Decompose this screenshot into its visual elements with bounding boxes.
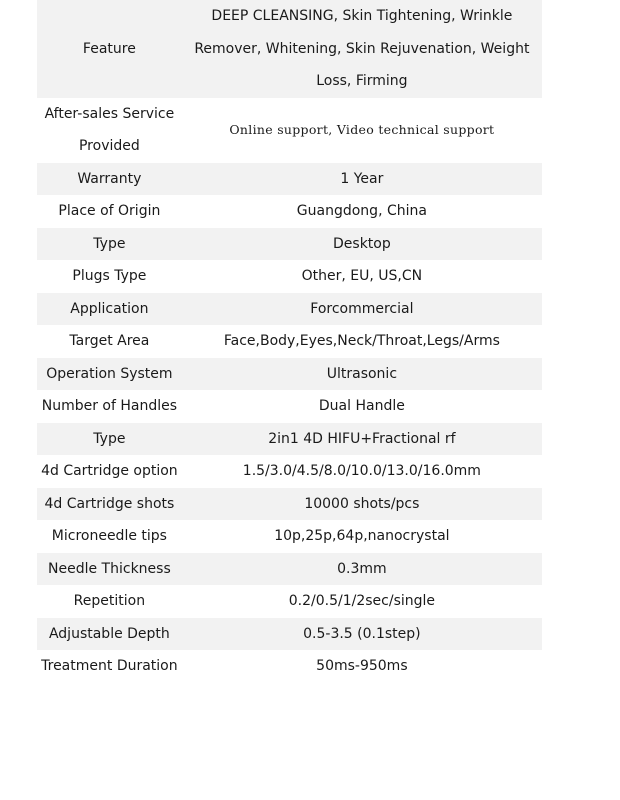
spec-row-handles	[37, 390, 542, 423]
spec-row-warranty	[37, 163, 542, 196]
spec-row-operation-system	[37, 358, 542, 391]
spec-value: 1.5/3.0/4.5/8.0/10.0/13.0/16.0mm	[242, 463, 481, 479]
spec-row-repetition	[37, 585, 542, 618]
spec-label: 4d Cartridge option	[41, 463, 178, 479]
spec-value: Guangdong, China	[296, 203, 427, 219]
spec-label: Place of Origin	[58, 203, 161, 219]
spec-row-cartridge-option	[37, 455, 542, 488]
spec-row-type	[37, 228, 542, 261]
spec-label: 4d Cartridge shots	[44, 495, 175, 512]
spec-label: Plugs Type	[72, 268, 147, 284]
spec-value: 1 Year	[340, 170, 384, 187]
spec-label: Repetition	[73, 593, 146, 609]
spec-label: Treatment Duration	[41, 658, 178, 674]
spec-label: Warranty	[77, 170, 142, 187]
spec-value: Other, EU, US,CN	[301, 268, 423, 284]
spec-label: Number of Handles	[41, 398, 178, 414]
spec-row-application	[37, 293, 542, 326]
spec-label: Type	[93, 430, 126, 447]
spec-row-target-area	[37, 325, 542, 358]
spec-label: Target Area	[69, 333, 150, 349]
spec-row-after-sales	[37, 98, 542, 163]
spec-value: DEEP CLEANSING, Skin Tightening, Wrinkle Remover, Whitening, Skin Rejuvenation, Weight Loss, Firming	[194, 8, 530, 89]
spec-value: 50ms-950ms	[316, 658, 408, 674]
spec-row-microneedle-tips	[37, 520, 542, 553]
spec-value: 0.3mm	[337, 560, 387, 577]
spec-value: Face,Body,Eyes,Neck/Throat,Legs/Arms	[223, 333, 500, 349]
spec-label: Adjustable Depth	[48, 625, 170, 642]
spec-row-treatment-duration	[37, 650, 542, 683]
spec-label: Microneedle tips	[51, 528, 167, 544]
spec-value: Dual Handle	[318, 398, 405, 414]
spec-value: Desktop	[333, 235, 391, 252]
spec-label: After-sales Service Provided	[44, 105, 175, 154]
spec-row-needle-thickness	[37, 553, 542, 586]
spec-label: Feature	[82, 40, 136, 57]
spec-value: Online support, Video technical support	[229, 121, 495, 137]
spec-value: Forcommercial	[310, 300, 414, 317]
spec-value: 2in1 4D HIFU+Fractional rf	[268, 430, 456, 447]
spec-label: Application	[70, 300, 149, 317]
spec-row-adjustable-depth	[37, 618, 542, 651]
spec-row-plugs	[37, 260, 542, 293]
spec-table	[37, 0, 542, 683]
spec-value: 10p,25p,64p,nanocrystal	[274, 528, 450, 544]
spec-label: Needle Thickness	[48, 560, 171, 577]
spec-row-cartridge-shots	[37, 488, 542, 521]
spec-label: Operation System	[46, 365, 173, 382]
spec-value: Ultrasonic	[326, 365, 398, 382]
spec-row-origin	[37, 195, 542, 228]
spec-value: 0.5-3.5 (0.1step)	[303, 625, 421, 642]
spec-value: 10000 shots/pcs	[304, 495, 420, 512]
spec-row-type-2	[37, 423, 542, 456]
spec-value: 0.2/0.5/1/2sec/single	[288, 593, 436, 609]
spec-row-feature	[37, 0, 542, 98]
spec-label: Type	[93, 235, 126, 252]
